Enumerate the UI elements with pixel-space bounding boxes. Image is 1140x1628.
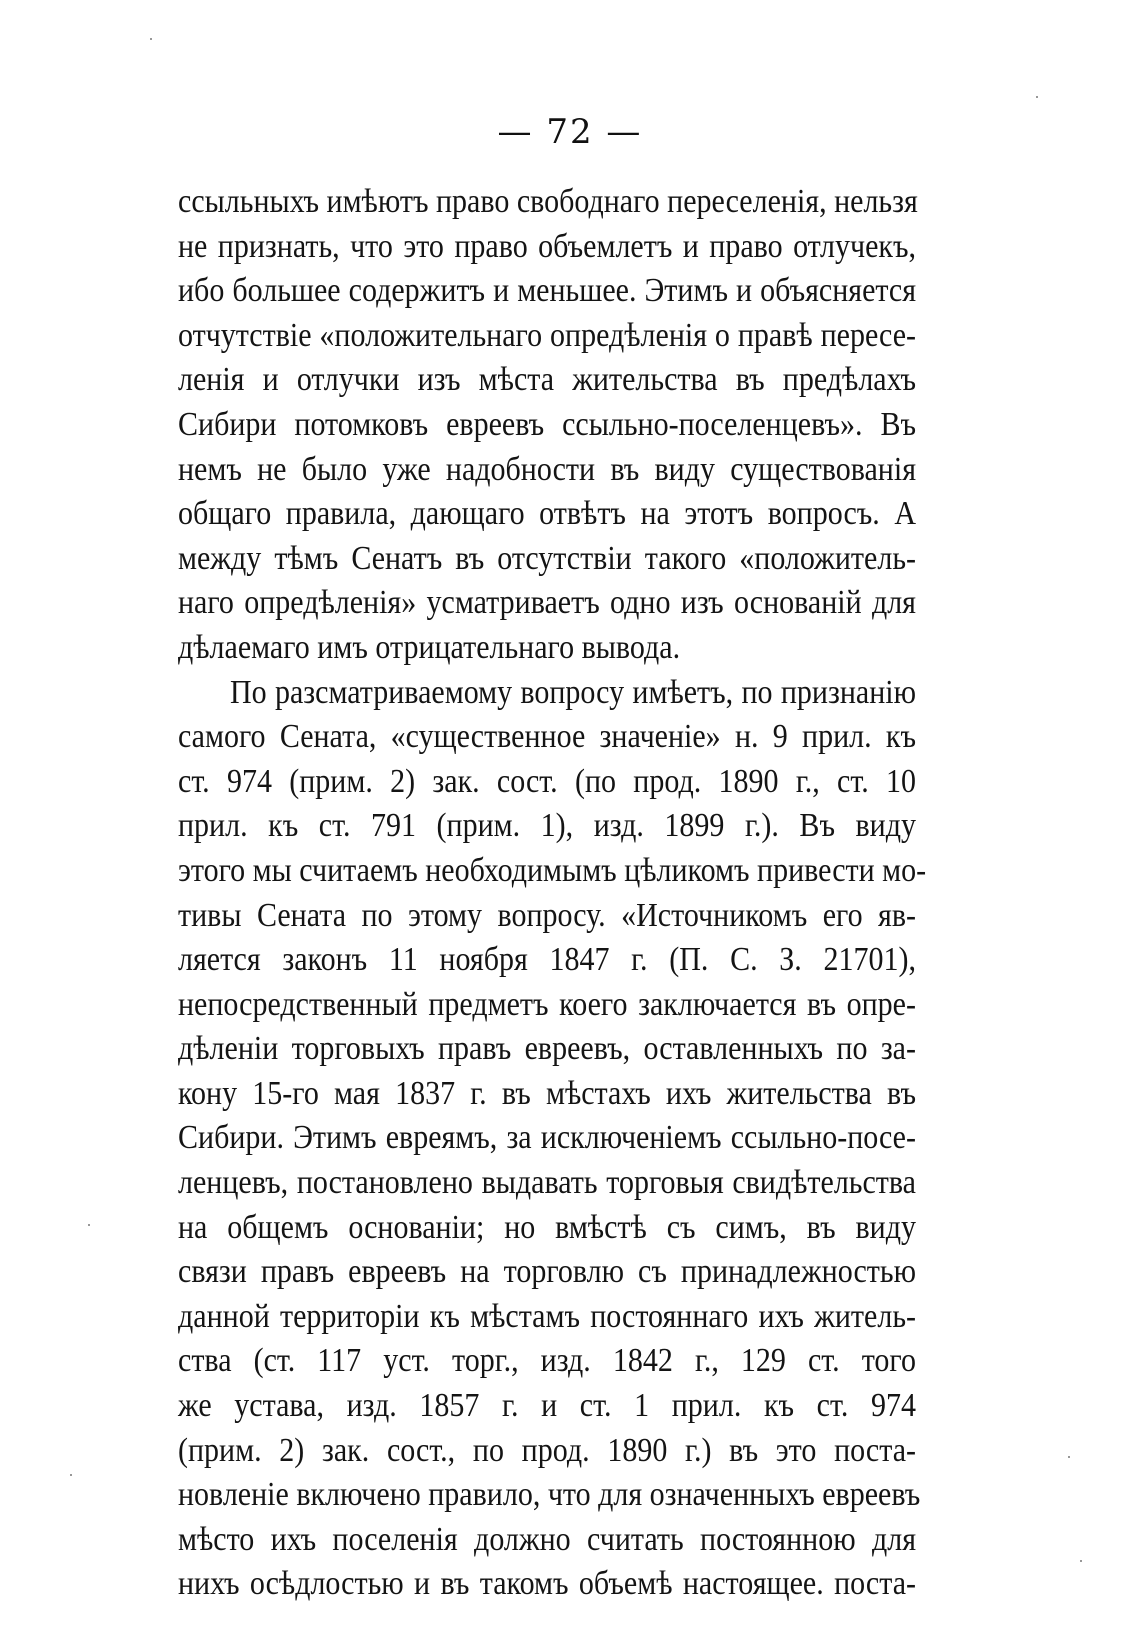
text-line: дѣленіи торговыхъ правъ евреевъ, оставленныхъ по за- [178,1030,916,1068]
text-line: ибо большее содержитъ и меньшее. Этимъ и объясняется [178,272,916,310]
text-line: мѣсто ихъ поселенія должно считать постоянною для [178,1520,916,1558]
text-line: общаго правила, дающаго отвѣтъ на этотъ вопросъ. А [178,495,916,533]
text-line: кону 15-го мая 1837 г. въ мѣстахъ ихъ жительства въ [178,1074,916,1112]
text-line: ленія и отлучки изъ мѣста жительства въ предѣлахъ [178,361,916,399]
paragraph-1 [178,180,916,671]
text-line: немъ не было уже надобности въ виду существованія [178,450,916,488]
text-line: на общемъ основаніи; но вмѣстѣ съ симъ, въ виду [178,1208,916,1246]
text-line: (прим. 2) зак. сост., по прод. 1890 г.) въ это поста- [178,1431,916,1469]
page-number: — 72 — [497,112,643,152]
text-line: новленіе включено правило, что для означенныхъ евреевъ [178,1476,921,1514]
scan-speck [88,1224,90,1226]
text-line: непосредственный предметъ коего заключается въ опре- [178,985,916,1023]
text-line: ляется законъ 11 ноября 1847 г. (П. С. З. 21701), [178,941,916,978]
text-line: Сибири потомковъ евреевъ ссыльно-поселенцевъ». Въ [178,405,916,443]
text-line: данной территоріи къ мѣстамъ постояннаго ихъ житель- [178,1297,916,1335]
text-line: этого мы считаемъ необходимымъ цѣликомъ привести мо- [178,851,927,889]
paragraph-2 [178,671,927,1607]
text-line: По разсматриваемому вопросу имѣетъ, по признанію [230,673,916,711]
text-line: Сибири. Этимъ евреямъ, за исключеніемъ ссыльно-посе- [178,1119,916,1157]
text-line: отчутствіе «положительнаго опредѣленія о правѣ пересе- [178,316,916,354]
text-line: ленцевъ, постановлено выдавать торговыя свидѣтельства [178,1163,916,1201]
text-line: между тѣмъ Сенатъ въ отсутствіи такого «положитель- [178,539,916,577]
text-line: тивы Сената по этому вопросу. «Источникомъ его яв- [178,896,916,934]
text-line: ссыльныхъ имѣютъ право свободнаго переселенія, нельзя [178,182,918,220]
text-line: же устава, изд. 1857 г. и ст. 1 прил. къ ст. 974 [178,1386,916,1424]
scan-speck [1068,1456,1070,1458]
text-line: прил. къ ст. 791 (прим. 1), изд. 1899 г.). Въ виду [178,807,916,845]
body-text [178,180,927,1607]
scan-speck [1036,96,1038,98]
text-line: дѣлаемаго имъ отрицательнаго вывода. [178,628,681,666]
text-line: наго опредѣленія» усматриваетъ одно изъ основаній для [178,584,916,622]
text-line: ства (ст. 117 уст. торг., изд. 1842 г., 129 ст. того [178,1342,916,1380]
scan-speck [150,38,152,40]
scan-speck [1080,1560,1082,1562]
scan-speck [70,1474,72,1476]
text-line: ст. 974 (прим. 2) зак. сост. (по прод. 1890 г., ст. 10 [178,762,916,800]
text-line: не признать, что это право объемлетъ и право отлучекъ, [178,227,916,265]
text-line: самого Сената, «существенное значеніе» н. 9 прил. къ [178,718,916,756]
text-line: связи правъ евреевъ на торговлю съ принадлежностью [178,1253,916,1291]
text-line: нихъ осѣдлостью и въ такомъ объемѣ настоящее. поста- [178,1565,916,1603]
